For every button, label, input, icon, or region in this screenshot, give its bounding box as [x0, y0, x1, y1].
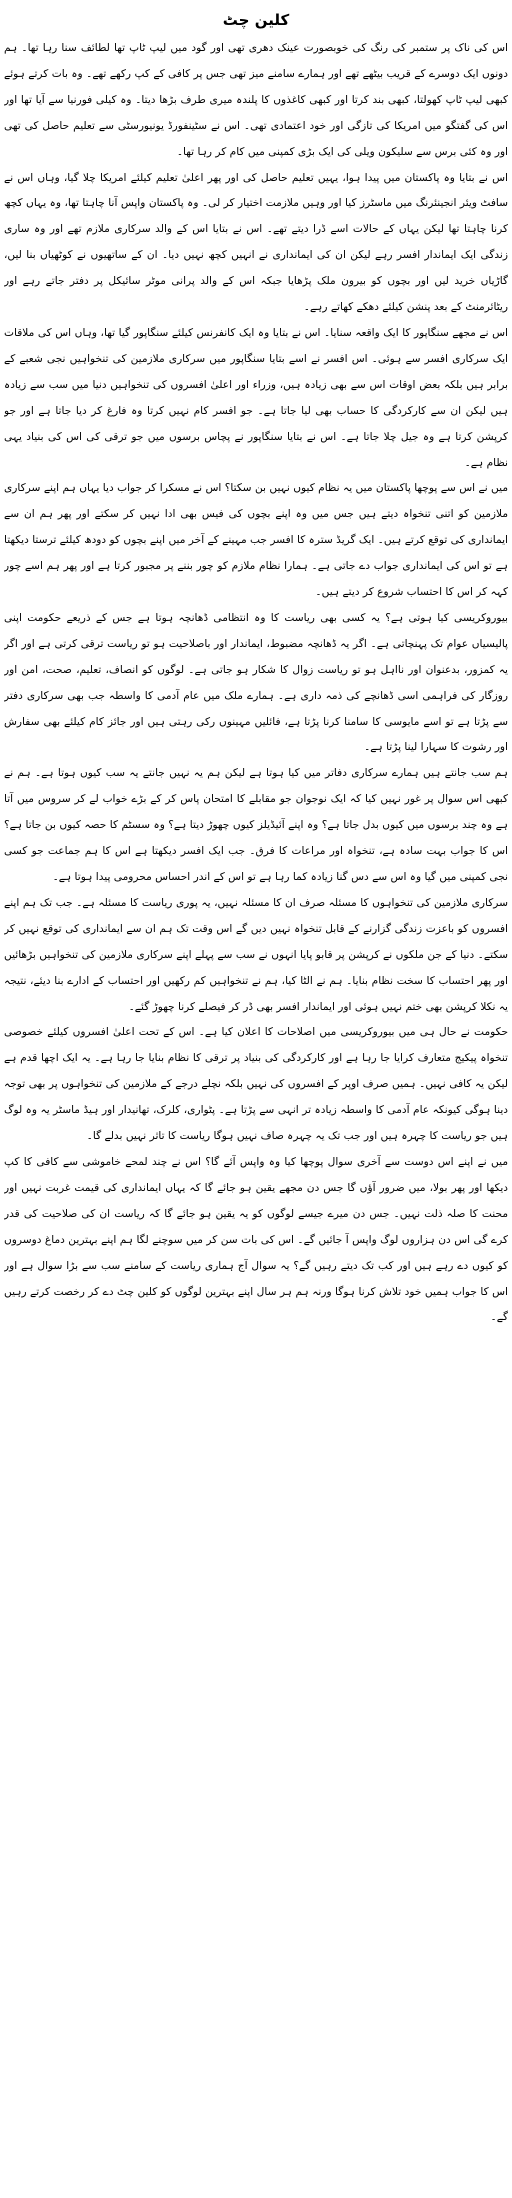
column-title: کلین چٹ: [222, 11, 290, 29]
paragraph: اس نے مجھے سنگاپور کا ایک واقعہ سنایا۔ اس نے بتایا وہ ایک کانفرنس کیلئے سنگاپور گیا تھا، وہاں اس کی ملاقات ایک سرکاری افسر سے ہوئی۔ اس افسر نے اسے بتایا سنگاپور میں سرکاری ملازمین کی تنخواہیں نجی شعبے کے برابر ہیں بلکہ بعض اوقات اس سے بھی زیادہ ہیں، وزراء اور اعلیٰ افسروں کی تنخواہیں دنیا میں سب سے زیادہ ہیں لیکن ان سے کارکردگی کا حساب بھی لیا جاتا ہے۔ جو افسر کام نہیں کرتا وہ فارغ کر دیا جاتا ہے اور جو کرپشن کرتا ہے وہ جیل چلا جاتا ہے۔ اس نے بتایا سنگاپور نے پچاس برسوں میں جو ترقی کی اس کی بنیاد یہی نظام ہے۔: [4, 326, 508, 469]
paragraph: اس کی ناک پر ستمبر کی رنگ کی خوبصورت عینک دھری تھی اور گود میں لیپ ٹاپ تھا لطائف سنا رہا تھا۔ ہم دونوں ایک دوسرے کے قریب بیٹھے تھے اور ہمارے سامنے میز تھی جس پر کافی کے کپ رکھے تھے۔ وہ بات کرتے ہوئے کبھی لیپ ٹاپ کھولتا، کبھی بند کرتا اور کبھی کاغذوں کا پلندہ میری طرف بڑھا دیتا۔ وہ کیلی فورنیا سے آیا تھا اور اس کی گفتگو میں امریکا کی تازگی اور خود اعتمادی تھی۔ اس نے سٹینفورڈ یونیورسٹی سے تعلیم حاصل کی تھی اور وہ کئی برس سے سلیکون ویلی کی ایک بڑی کمپنی میں کام کر رہا تھا۔: [4, 42, 508, 158]
column-body: [4, 36, 508, 1331]
paragraph: بیوروکریسی کیا ہوتی ہے؟ یہ کسی بھی ریاست کا وہ انتظامی ڈھانچہ ہوتا ہے جس کے ذریعے حکومت اپنی پالیسیاں عوام تک پہنچاتی ہے۔ اگر یہ ڈھانچہ مضبوط، ایماندار اور باصلاحیت ہو تو ریاست ترقی کرتی ہے اور اگر یہ کمزور، بدعنوان اور نااہل ہو تو ریاست زوال کا شکار ہو جاتی ہے۔ لوگوں کو انصاف، تعلیم، صحت، امن اور روزگار کی فراہمی اسی ڈھانچے کی ذمہ داری ہے۔ ہمارے ملک میں عام آدمی کا واسطہ جب بھی سرکاری دفتر سے پڑتا ہے تو اسے مایوسی کا سامنا کرنا پڑتا ہے، فائلیں مہینوں رکی رہتی ہیں اور جائز کام کیلئے بھی سفارش اور رشوت کا سہارا لینا پڑتا ہے۔: [4, 611, 508, 754]
paragraph: میں نے اپنے اس دوست سے آخری سوال پوچھا کیا وہ واپس آئے گا؟ اس نے چند لمحے خاموشی سے کافی کا کپ دیکھا اور پھر بولا، میں ضرور آؤں گا جس دن مجھے یقین ہو جائے گا کہ یہاں ایمانداری کی قیمت غربت نہیں اور محنت کا صلہ ذلت نہیں۔ جس دن میرے جیسے لوگوں کو یہ یقین ہو جائے گا کہ ریاست ان کی صلاحیت کی قدر کرے گی اس دن ہزاروں لوگ واپس آ جائیں گے۔ اس کی بات سن کر میں سوچنے لگا ہم اپنے بہترین دماغ دوسروں کو کیوں دے رہے ہیں اور کب تک دیتے رہیں گے؟ یہ سوال آج ہماری ریاست کے سامنے سب سے بڑا سوال ہے اور اس کا جواب ہمیں خود تلاش کرنا ہوگا ورنہ ہم ہر سال اپنے بہترین لوگوں کو کلین چٹ دے کر رخصت کرتے رہیں گے۔: [4, 1155, 508, 1324]
paragraph: میں نے اس سے پوچھا پاکستان میں یہ نظام کیوں نہیں بن سکتا؟ اس نے مسکرا کر جواب دیا یہاں ہم اپنے سرکاری ملازمین کو اتنی تنخواہ دیتے ہیں جس میں وہ اپنے بچوں کی فیس بھی ادا نہیں کر سکتے اور پھر ہم ان سے ایمانداری کی توقع کرتے ہیں۔ ایک گریڈ سترہ کا افسر جب مہینے کے آخر میں اپنے بچوں کو دودھ کیلئے ترستا دیکھتا ہے تو اس کی ایمانداری جواب دے جاتی ہے۔ ہمارا نظام ملازم کو چور بننے پر مجبور کرتا ہے اور پھر ہم اسے چور کہہ کر اس کا احتساب شروع کر دیتے ہیں۔: [4, 482, 508, 599]
paragraph: ہم سب جانتے ہیں ہمارے سرکاری دفاتر میں کیا ہوتا ہے لیکن ہم یہ نہیں جانتے یہ سب کیوں ہوتا ہے۔ ہم نے کبھی اس سوال پر غور نہیں کیا کہ ایک نوجوان جو مقابلے کا امتحان پاس کر کے بڑے خواب لے کر سروس میں آتا ہے وہ چند برسوں میں کیوں بدل جاتا ہے؟ وہ اپنے آئیڈیلز کیوں چھوڑ دیتا ہے؟ وہ سسٹم کا حصہ کیوں بن جاتا ہے؟ اس کا جواب بہت سادہ ہے، تنخواہ اور مراعات کا فرق۔ جب ایک افسر دیکھتا ہے اس کا ہم جماعت جو کسی نجی کمپنی میں گیا وہ اس سے دس گنا زیادہ کما رہا ہے تو اس کے اندر احساس محرومی پیدا ہوتا ہے۔: [4, 767, 508, 883]
paragraph: اس نے بتایا وہ پاکستان میں پیدا ہوا، یہیں تعلیم حاصل کی اور پھر اعلیٰ تعلیم کیلئے امریکا چلا گیا، وہاں اس نے سافٹ ویئر انجینئرنگ میں ماسٹرز کیا اور وہیں ملازمت اختیار کر لی۔ وہ پاکستان واپس آنا چاہتا تھا، وہ یہاں کچھ کرنا چاہتا تھا لیکن یہاں کے حالات اسے ڈرا دیتے تھے۔ اس نے بتایا اس کے والد سرکاری ملازم تھے اور وہ ساری زندگی ایک ایماندار افسر رہے لیکن ان کی ایمانداری نے انہیں کچھ نہیں دیا۔ ان کے ساتھیوں نے کوٹھیاں بنا لیں، گاڑیاں خرید لیں اور بچوں کو بیرون ملک پڑھایا جبکہ اس کے والد پرانی موٹر سائیکل پر دفتر جاتے رہے اور ریٹائرمنٹ کے بعد پنشن کیلئے دھکے کھاتے رہے۔: [4, 171, 508, 314]
paragraph: سرکاری ملازمین کی تنخواہوں کا مسئلہ صرف ان کا مسئلہ نہیں، یہ پوری ریاست کا مسئلہ ہے۔ جب تک ہم اپنے افسروں کو باعزت زندگی گزارنے کے قابل تنخواہ نہیں دیں گے اس وقت تک ہم ان سے ایمانداری کی توقع نہیں کر سکتے۔ دنیا کے جن ملکوں نے کرپشن پر قابو پایا انہوں نے سب سے پہلے اپنے سرکاری ملازمین کی تنخواہیں بڑھائیں اور پھر احتساب کا سخت نظام بنایا۔ ہم نے الٹا کیا، ہم نے تنخواہیں کم رکھیں اور احتساب کے ادارے بنا دیئے، نتیجہ یہ نکلا کرپشن بھی ختم نہیں ہوئی اور ایماندار افسر بھی ڈر کر فیصلے کرنا چھوڑ گئے۔: [4, 896, 508, 1013]
paragraph: حکومت نے حال ہی میں بیوروکریسی میں اصلاحات کا اعلان کیا ہے۔ اس کے تحت اعلیٰ افسروں کیلئے خصوصی تنخواہ پیکیج متعارف کرایا جا رہا ہے اور کارکردگی کی بنیاد پر ترقی کا نظام بنایا جا رہا ہے۔ یہ ایک اچھا قدم ہے لیکن یہ کافی نہیں۔ ہمیں صرف اوپر کے افسروں کی نہیں بلکہ نچلے درجے کے ملازمین کی تنخواہوں پر بھی توجہ دینا ہوگی کیونکہ عام آدمی کا واسطہ زیادہ تر انہی سے پڑتا ہے۔ پٹواری، کلرک، تھانیدار اور ہیڈ ماسٹر یہ وہ لوگ ہیں جو ریاست کا چہرہ ہیں اور جب تک یہ چہرہ صاف نہیں ہوگا ریاست کا تاثر نہیں بدلے گا۔: [4, 1026, 508, 1143]
